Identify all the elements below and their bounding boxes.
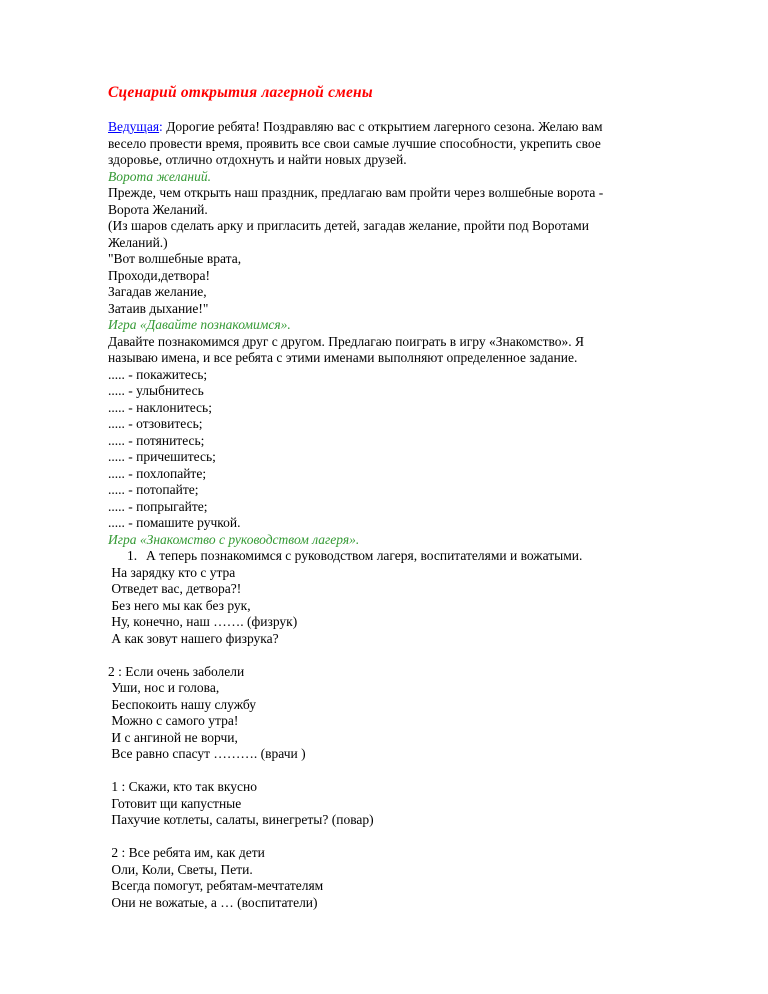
text-line: Они не вожатые, а … (воспитатели) xyxy=(108,894,318,910)
text-line: 2 : Если очень заболели xyxy=(108,663,245,679)
blank-line xyxy=(108,829,668,846)
text-line: ..... - улыбнитесь xyxy=(108,383,204,398)
section-heading: Ворота желаний. xyxy=(108,168,211,184)
text-line: (Из шаров сделать арку и пригласить детей, загадав желание, пройти под Воротами xyxy=(108,218,589,233)
text-line: ..... - попрыгайте; xyxy=(108,498,208,514)
document-body xyxy=(108,119,668,911)
text-line: Ну, конечно, наш ……. (физрук) xyxy=(108,614,298,629)
speaker-label: Ведущая xyxy=(108,119,160,134)
blank-line xyxy=(108,763,668,780)
text-line: ..... - причешитесь; xyxy=(108,449,216,464)
text-line: Затаив дыхание!" xyxy=(108,300,209,316)
text-line: Всегда помогут, ребятам-мечтателям xyxy=(108,878,324,893)
list-number: 1. xyxy=(127,548,138,563)
section-heading: Игра «Давайте познакомимся». xyxy=(108,317,291,332)
text-line: Уши, нос и голова, xyxy=(108,680,220,695)
text-line: Отведет вас, детвора?! xyxy=(108,581,242,596)
text-line: Все равно спасут ………. (врачи ) xyxy=(108,746,306,761)
text-line: Давайте познакомимся друг с другом. Предлагаю поиграть в игру «Знакомство». Я xyxy=(108,333,585,349)
text-line: 2 : Все ребята им, как дети xyxy=(108,845,265,860)
speaker-line xyxy=(108,119,668,136)
text-line: ..... - покажитесь; xyxy=(108,366,208,382)
text-line: Готовит щи капустные xyxy=(108,795,242,811)
text-line: На зарядку кто с утра xyxy=(108,564,236,580)
text-line: Загадав желание, xyxy=(108,284,207,299)
text-run: Дорогие ребята! Поздравляю вас с открытием лагерного сезона. Желаю вам xyxy=(162,119,603,134)
text-line: Проходи,детвора! xyxy=(108,267,211,283)
text-line: здоровье, отлично отдохнуть и найти новых друзей. xyxy=(108,152,407,167)
text-line: "Вот волшебные врата, xyxy=(108,251,242,266)
text-line: ..... - потопайте; xyxy=(108,482,199,497)
text-line: Можно с самого утра! xyxy=(108,713,239,728)
numbered-list-item xyxy=(108,548,668,565)
text-line: Пахучие котлеты, салаты, винегреты? (повар) xyxy=(108,812,374,827)
text-line: ..... - наклонитесь; xyxy=(108,399,212,415)
text-line: Оли, Коли, Светы, Пети. xyxy=(108,861,253,877)
blank-line xyxy=(108,647,668,664)
text-line: И с ангиной не ворчи, xyxy=(108,729,238,745)
text-line: называю имена, и все ребята с этими именами выполняют определенное задание. xyxy=(108,350,578,365)
document-title: Сценарий открытия лагерной смены xyxy=(108,84,373,101)
speaker-colon: : xyxy=(159,119,163,134)
text-line: Без него мы как без рук, xyxy=(108,597,251,613)
section-heading: Игра «Знакомство с руководством лагеря». xyxy=(108,531,360,547)
text-line: 1 : Скажи, кто так вкусно xyxy=(108,779,257,794)
text-line: Желаний.) xyxy=(108,234,168,250)
text-line: Ворота Желаний. xyxy=(108,201,208,217)
text-line: ..... - отзовитесь; xyxy=(108,416,203,431)
text-line: ..... - похлопайте; xyxy=(108,465,207,481)
text-line: Прежде, чем открыть наш праздник, предлагаю вам пройти через волшебные ворота - xyxy=(108,185,604,200)
text-line: весело провести время, проявить все свои самые лучшие способности, укрепить свое xyxy=(108,135,601,151)
text-run: А теперь познакомимся с руководством лагеря, воспитателями и вожатыми. xyxy=(146,548,583,563)
text-line: А как зовут нашего физрука? xyxy=(108,630,279,646)
text-line: ..... - помашите ручкой. xyxy=(108,515,241,530)
text-line: ..... - потянитесь; xyxy=(108,432,205,448)
text-line: Беспокоить нашу службу xyxy=(108,696,256,712)
